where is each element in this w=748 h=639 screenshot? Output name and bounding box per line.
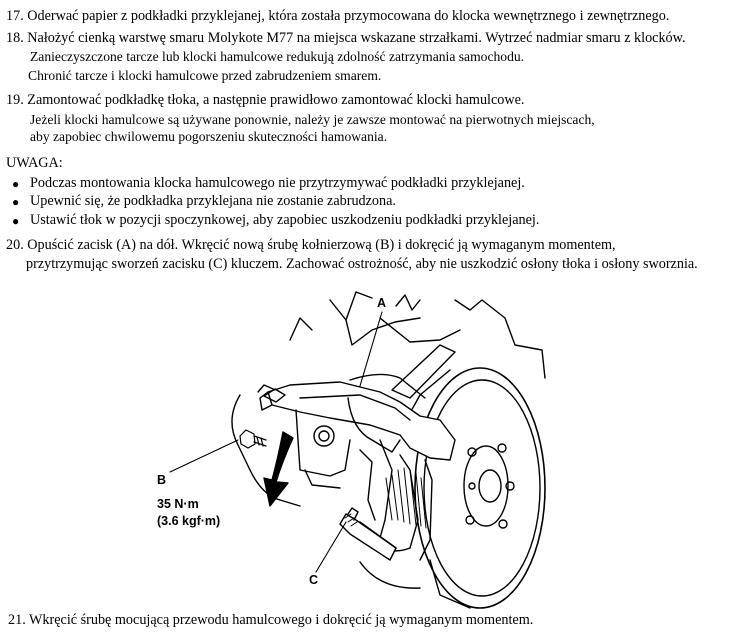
label-b: B	[157, 473, 167, 487]
bullet-icon: ●	[12, 177, 20, 191]
step-17: 17. Oderwać papier z podkładki przyklejanej, która została przymocowana do klocka wewnętrznego i zewnętrznego.	[6, 8, 670, 24]
step-18-line-3: Chronić tarcze i klocki hamulcowe przed zabrudzeniem smarem.	[28, 68, 382, 83]
step-19-line-3: aby zapobiec chwilowemu pogorszeniu skuteczności hamowania.	[30, 129, 388, 144]
note-item-3: Ustawić tłok w pozycji spoczynkowej, aby zapobiec uszkodzeniu podkładki przyklejanej.	[30, 212, 540, 228]
step-19-line-1: 19. Zamontować podkładkę tłoka, a następnie prawidłowo zamontować klocki hamulcowe.	[6, 92, 525, 108]
note-item-1: Podczas montowania klocka hamulcowego nie przytrzymywać podkładki przyklejanej.	[30, 175, 525, 191]
step-20-line-1: 20. Opuścić zacisk (A) na dół. Wkręcić nową śrubę kołnierzową (B) i dokręcić ją wymaganym momentem,	[6, 237, 616, 253]
bullet-icon: ●	[12, 214, 20, 228]
step-19-line-2: Jeżeli klocki hamulcowe są używane ponownie, należy je zawsze montować na pierwotnych miejscach,	[30, 112, 595, 127]
torque-value-nm: 35 N·m	[157, 497, 199, 511]
label-c: C	[309, 573, 319, 587]
note-item-2: Upewnić się, że podkładka przyklejana nie zostanie zabrudzona.	[30, 193, 396, 209]
step-18-line-1: 18. Nałożyć cienką warstwę smaru Molykote M77 na miejsca wskazane strzałkami. Wytrzeć nadmiar smaru z klocków.	[6, 30, 686, 46]
torque-value-kgf: (3.6 kgf·m)	[157, 514, 221, 528]
label-a: A	[377, 296, 387, 310]
step-21: 21. Wkręcić śrubę mocującą przewodu hamulcowego i dokręcić ją wymaganym momentem.	[8, 612, 534, 628]
bullet-icon: ●	[12, 195, 20, 209]
step-20-line-2: przytrzymując sworzeń zacisku (C) kluczem. Zachować ostrożność, aby nie uszkodzić osłony tłoka i osłony sworznia.	[26, 256, 698, 272]
step-18-line-2: Zanieczyszczone tarcze lub klocki hamulcowe redukują zdolność zatrzymania samochodu.	[30, 49, 525, 64]
note-title: UWAGA:	[6, 155, 63, 171]
